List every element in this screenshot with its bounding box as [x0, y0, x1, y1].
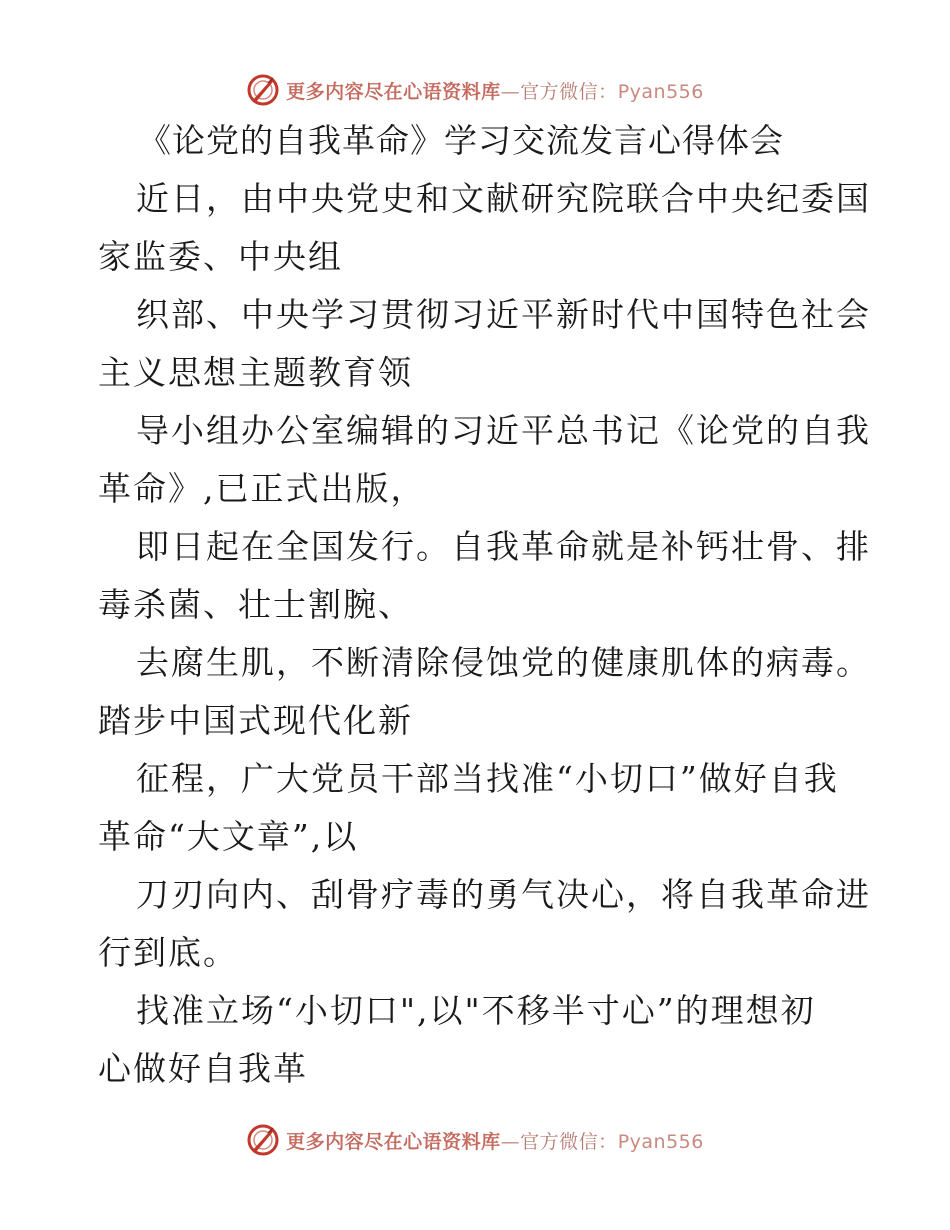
paragraph-line: 导小组办公室编辑的习近平总书记《论党的自我	[136, 411, 871, 450]
watermark-dash: —	[500, 80, 521, 103]
quill-circle-logo-icon	[246, 73, 280, 107]
header-watermark-banner	[0, 70, 950, 110]
paragraph	[98, 402, 871, 518]
paragraph	[98, 750, 858, 866]
watermark-wechat-label: 官方微信：	[520, 80, 618, 103]
quill-circle-logo-icon	[246, 1123, 280, 1157]
paragraph	[98, 518, 871, 634]
paragraph-line: 行到底。	[98, 933, 238, 972]
watermark-account: Pyan556	[617, 80, 704, 103]
paragraph-line: 即日起在全国发行。自我革命就是补钙壮骨、排	[136, 527, 871, 566]
watermark-account: Pyan556	[617, 1130, 704, 1153]
paragraph-line: 家监委、中央组	[98, 237, 343, 276]
watermark-wechat-label: 官方微信：	[520, 1130, 618, 1153]
watermark-text	[286, 77, 704, 104]
paragraph-line: 征程，广大党员干部当找准“小切口”做好自我	[136, 759, 839, 798]
paragraph	[98, 170, 871, 286]
paragraph	[98, 286, 871, 402]
watermark-slogan: 更多内容尽在心语资料库	[286, 1130, 501, 1153]
paragraph-line: 找准立场“小切口",以"不移半寸心”的理想初	[136, 991, 816, 1030]
paragraph-line: 织部、中央学习贯彻习近平新时代中国特色社会	[136, 295, 871, 334]
document-title: 《论党的自我革命》学习交流发言心得体会	[138, 121, 784, 160]
paragraph-line: 革命“大文章”,以	[98, 817, 359, 856]
paragraph-line: 去腐生肌，不断清除侵蚀党的健康肌体的病毒。	[136, 643, 871, 682]
watermark-text	[286, 1127, 704, 1154]
paragraph-line: 毒杀菌、壮士割腕、	[98, 585, 413, 624]
footer-watermark-banner	[0, 1120, 950, 1160]
paragraph-line: 主义思想主题教育领	[98, 353, 413, 392]
watermark-slogan: 更多内容尽在心语资料库	[286, 80, 501, 103]
paragraph-line: 心做好自我革	[98, 1049, 308, 1088]
paragraph-line: 近日，由中央党史和文献研究院联合中央纪委国	[136, 179, 871, 218]
paragraph-line: 革命》,已正式出版，	[98, 469, 426, 508]
paragraph	[98, 982, 858, 1098]
paragraph-line: 踏步中国式现代化新	[98, 701, 413, 740]
document-body	[98, 112, 871, 1098]
paragraph	[98, 866, 871, 982]
paragraph	[98, 634, 871, 750]
paragraph-line: 刀刃向内、刮骨疗毒的勇气决心，将自我革命进	[136, 875, 871, 914]
watermark-dash: —	[500, 1130, 521, 1153]
